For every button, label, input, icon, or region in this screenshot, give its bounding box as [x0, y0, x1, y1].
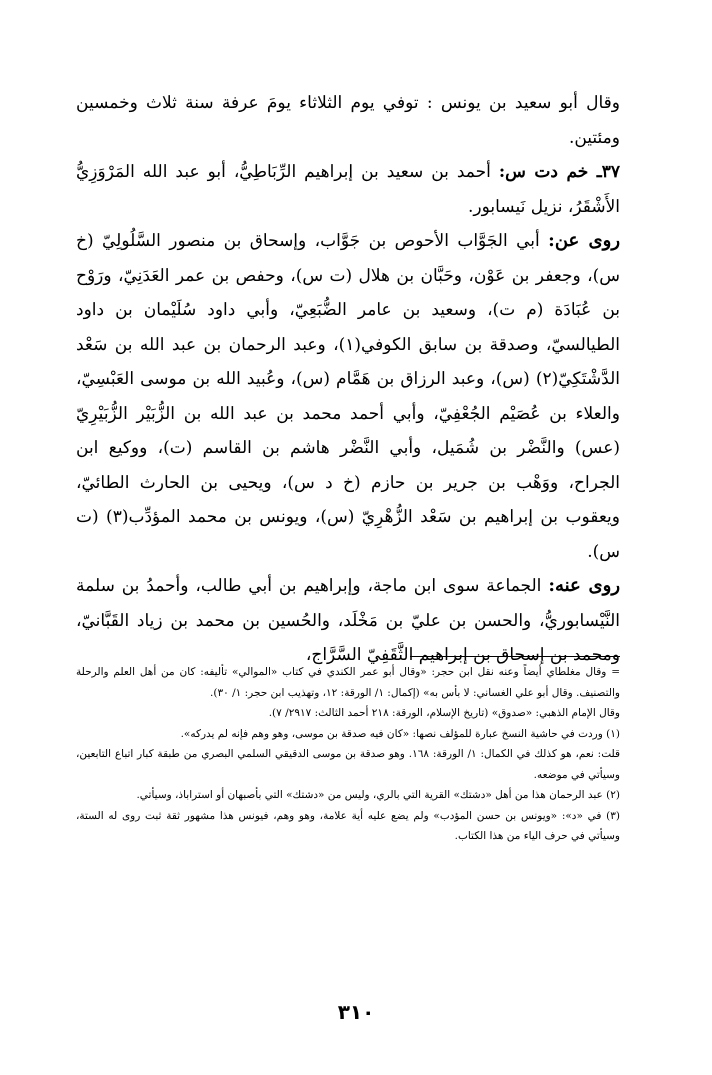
footnote-dhahabi: وقال الإمام الذهبي: «صدوق» (تاريخ الإسلام، الورقة: ٢١٨ أحمد الثالث: ٢٩١٧/ ٧). — [268, 707, 620, 719]
footnote-2: (٢) عبد الرحمان هذا من أهل «دشتك» القرية التي بالري، وليس من «دشتك» التي بأصبهان أو استراباذ، وسيأتي. — [136, 789, 620, 801]
footnote-continuation: = وقال مغلطاي أيضاً وعنه نقل ابن حجر: «وقال أبو عمر الكندي في كتاب «الموالي» تأليفه: كان من أهل العلم والرحلة والتصنيف. وقال أبو علي الغساني: لا بأس به» (إكمال: ١/ الورقة: ١٢، وتهذيب ابن حجر: ١/ ٣٠). — [76, 666, 620, 699]
footnote-3: (٣) في «د»: «ويونس بن حسن المؤدب» ولم يضع عليه أية علامة، وهو وهم، فيونس هذا مشهور ثقة ثبت روى له الستة، وسيأتي في حرف الياء من هذا الكتاب. — [76, 809, 620, 842]
narrated-from-label: روى عن: — [548, 230, 621, 251]
footnote-divider — [410, 656, 620, 657]
narrated-from-section — [76, 224, 620, 569]
footnote-1-comment: قلت: نعم، هو كذلك في الكمال: ١/ الورقة: ١٦٨. وهو صدقة بن موسى الدقيقي السلمي البصري من طبقة كبار اتباع التابعين، وسيأتي في موضعه. — [76, 748, 620, 781]
entry-name: أحمد بن سعيد بن إبراهيم الرِّبَاطِيُّ، أبو عبد الله المَرْوَزِيُّ الأَشْقَرُ، نزيل نَيسابور. — [76, 162, 620, 217]
main-text — [76, 86, 620, 673]
narrated-from-text: أبي الجَوَّاب الأحوص بن جَوَّاب، وإسحاق بن منصور السَّلُولِيّ (خ س)، وجعفر بن عَوْن، وحَبَّان بن هلال (ت س)، وحفص بن عمر العَدَنِيّ، ورَوْح بن عُبَادَة (م ت)، وسعيد بن عامر الضُّبَعِيّ، وأبي داود سُلَيْمان بن داود الطيالسيّ، وصدقة بن سابق الكوفي(١)، وعبد الرحمان بن عبد الله بن سَعْد الدَّشْتَكِيّ(٢) (س)، وعبد الرزاق بن هَمَّام (س)، وعُبيد الله بن موسى العَبْسِيّ، والعلاء بن عُصَيْم الجُعْفِيّ، وأبي أحمد محمد بن عبد الله بن الزُّبَيْر الزُّبَيْرِيّ (عس) والنَّضْر بن شُمَيل، وأبي النَّضْر هاشم بن القاسم (ت)، ووكيع ابن الجراح، ووَهْب بن جرير بن حازم (خ د س)، ويحيى بن الحارث الطائيّ، ويعقوب بن إبراهيم بن سَعْد الزُّهْرِيّ (س)، ويونس بن محمد المؤدِّب(٣) (ت س). — [76, 231, 620, 562]
narrated-by-text: الجماعة سوى ابن ماجة، وإبراهيم بن أبي طالب، وأحمدُ بن سلمة النَّيْسابوريُّ، والحسن بن عليّ بن مَخْلَد، والحُسين بن محمد بن زياد القَبَّانيّ، ومحمد بن إسحاق بن إبراهيم الثَّقَفِيّ السَّرَّاج، — [76, 576, 620, 665]
footnote-1: (١) وردت في حاشية النسخ عبارة للمؤلف نصها: «كان فيه صدقة بن موسى، وهو وهم فإنه لم يدركه». — [180, 727, 620, 740]
entry-number: ٣٧ـ خم دت س: — [498, 162, 620, 182]
biography-entry — [76, 155, 620, 224]
footnotes — [76, 662, 620, 847]
page-number: ٣١٠ — [337, 1000, 375, 1024]
narrated-by-label: روى عنه: — [548, 575, 621, 596]
death-paragraph: وقال أبو سعيد بن يونس : توفي يوم الثلاثاء يومَ عرفة سنة ثلاث وخمسين ومئتين. — [76, 93, 620, 148]
